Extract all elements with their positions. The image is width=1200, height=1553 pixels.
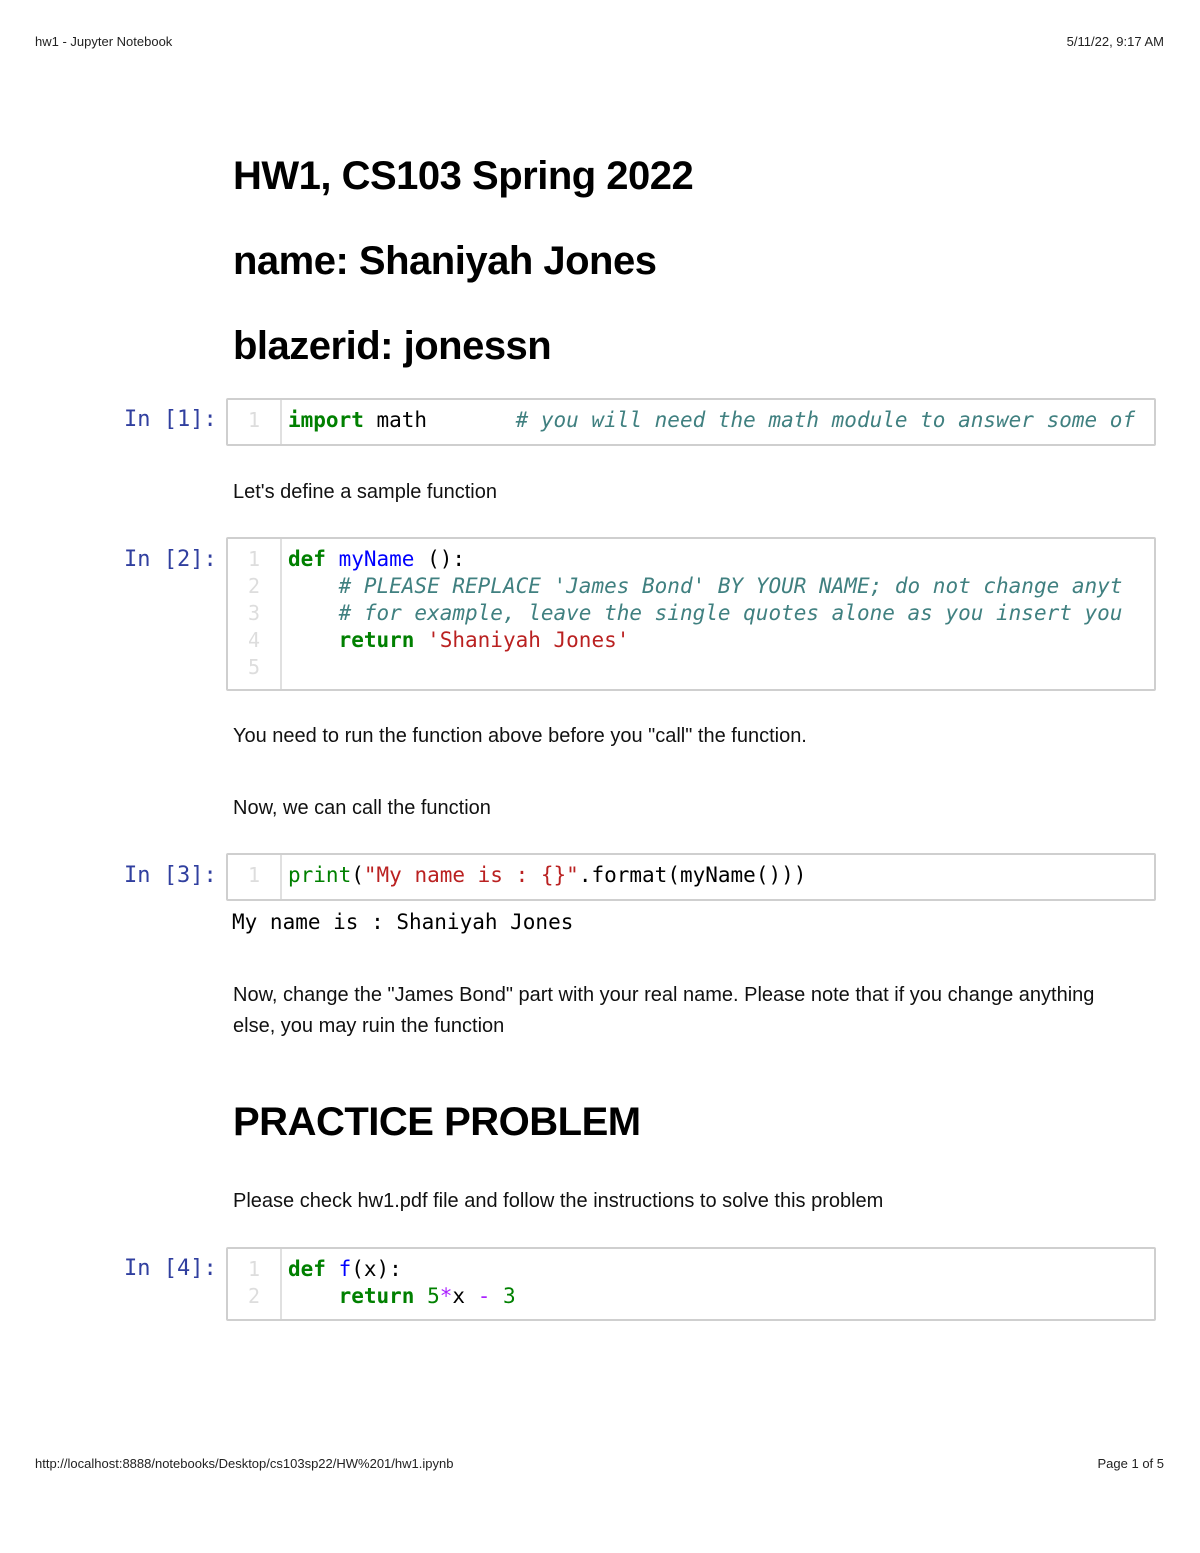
line-number: 1: [247, 408, 261, 432]
code-token: [288, 574, 339, 598]
code-token: return: [338, 1284, 415, 1308]
code-line: [288, 600, 1154, 627]
cell-prompt: In [1]:: [124, 407, 217, 432]
code-token: *: [439, 1284, 453, 1308]
code-token: 'Shaniyah Jones': [427, 628, 630, 652]
page-footer-page: Page 1 of 5: [1097, 1456, 1164, 1471]
code-token: 5: [427, 1284, 440, 1308]
cell-prompt: In [4]:: [124, 1256, 217, 1281]
code-token: myName: [338, 547, 415, 571]
line-number: 4: [247, 628, 261, 652]
code-token: # for example, leave the single quotes alone as you insert you: [338, 601, 1123, 625]
cell-prompt: In [3]:: [124, 863, 217, 888]
code-editor[interactable]: [282, 539, 1154, 689]
cell-output: My name is : Shaniyah Jones: [232, 910, 574, 934]
section-heading: PRACTICE PROBLEM: [233, 1100, 641, 1144]
line-number: 1: [247, 547, 261, 571]
line-number-gutter: [228, 539, 282, 689]
code-token: def: [288, 547, 326, 571]
code-token: f: [338, 1257, 352, 1281]
code-token: 3: [503, 1284, 516, 1308]
code-line: [288, 573, 1154, 600]
code-line: [288, 1283, 1154, 1310]
code-line: [288, 407, 1154, 434]
code-token: (: [351, 863, 364, 887]
heading-blazerid: blazerid: jonessn: [233, 324, 552, 368]
code-cell-3[interactable]: [226, 853, 1156, 901]
code-cell-1[interactable]: [226, 398, 1156, 446]
code-token: [326, 547, 339, 571]
code-token: math: [363, 408, 516, 432]
heading-name: name: Shaniyah Jones: [233, 239, 657, 283]
line-number: 1: [247, 863, 261, 887]
code-token: def: [288, 1257, 326, 1281]
code-token: [414, 628, 427, 652]
code-token: return: [338, 628, 415, 652]
line-number: 1: [247, 1257, 261, 1281]
markdown-text: Let's define a sample function: [233, 481, 497, 503]
heading-title: HW1, CS103 Spring 2022: [233, 154, 694, 198]
markdown-text: You need to run the function above before you "call" the function.: [233, 725, 807, 747]
markdown-text: Now, we can call the function: [233, 797, 491, 819]
code-editor[interactable]: [282, 1249, 1154, 1319]
code-token: print: [288, 863, 352, 887]
markdown-text: Please check hw1.pdf file and follow the instructions to solve this problem: [233, 1190, 884, 1212]
page-footer-url: http://localhost:8888/notebooks/Desktop/cs103sp22/HW%201/hw1.ipynb: [35, 1456, 454, 1471]
code-line: [288, 1256, 1154, 1283]
code-token: # PLEASE REPLACE 'James Bond' BY YOUR NAME; do not change anyt: [338, 574, 1123, 598]
code-token: [288, 601, 339, 625]
line-number-gutter: [228, 400, 282, 444]
code-token: (x):: [351, 1257, 402, 1281]
code-line: [288, 546, 1154, 573]
line-number-gutter: [228, 855, 282, 899]
code-token: [326, 1257, 339, 1281]
page-header-datetime: 5/11/22, 9:17 AM: [1066, 34, 1164, 49]
code-line: [288, 862, 1154, 889]
code-cell-4[interactable]: [226, 1247, 1156, 1321]
code-token: [288, 1284, 339, 1308]
code-token: # you will need the math module to answer some of: [515, 408, 1136, 432]
code-token: [414, 1284, 427, 1308]
code-line: [288, 654, 1154, 681]
code-token: .format(myName())): [578, 863, 807, 887]
code-token: [490, 1284, 503, 1308]
code-editor[interactable]: [282, 855, 1154, 899]
line-number: 2: [247, 574, 261, 598]
code-token: x: [452, 1284, 478, 1308]
code-token: [288, 628, 339, 652]
line-number: 3: [247, 601, 261, 625]
markdown-text: Now, change the "James Bond" part with your real name. Please note that if you change anything else, you may ruin the function: [233, 984, 1095, 1037]
code-cell-2[interactable]: [226, 537, 1156, 691]
code-token: -: [477, 1284, 491, 1308]
line-number: 5: [247, 655, 261, 679]
code-token: "My name is : {}": [363, 863, 579, 887]
code-token: ():: [414, 547, 466, 571]
page-header-title: hw1 - Jupyter Notebook: [35, 34, 173, 49]
code-token: import: [288, 408, 364, 432]
line-number: 2: [247, 1284, 261, 1308]
line-number-gutter: [228, 1249, 282, 1319]
code-editor[interactable]: [282, 400, 1154, 444]
code-line: [288, 627, 1154, 654]
cell-prompt: In [2]:: [124, 547, 217, 572]
